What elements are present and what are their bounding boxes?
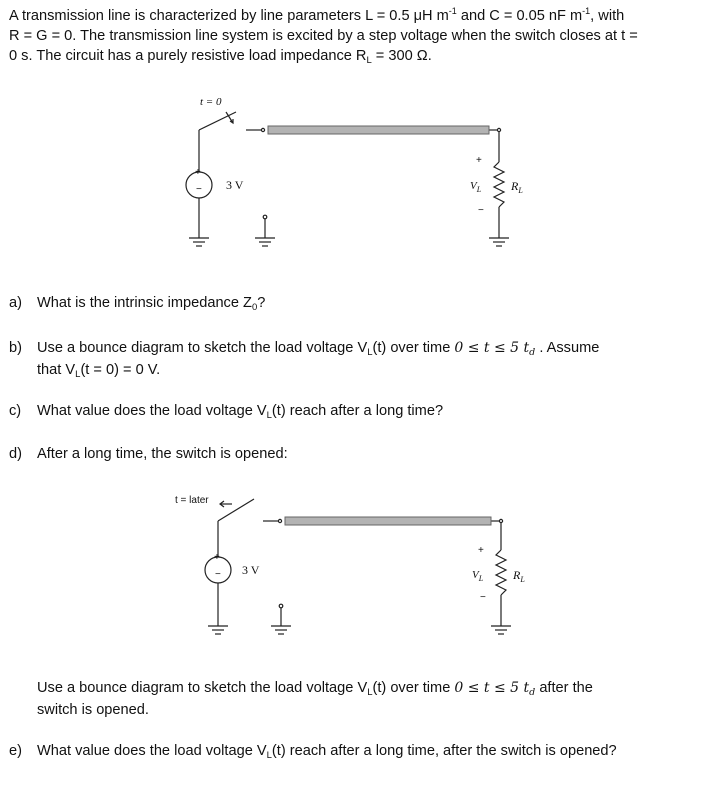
load-minus-1: − (478, 205, 484, 216)
source-label-2: 3 V (242, 563, 260, 577)
question-a: a) What is the intrinsic impedance $Z_0$? (9, 295, 266, 313)
source-plus-2: + (214, 552, 220, 563)
resistor-label-2: $R_L$ (513, 568, 525, 584)
question-b: b) Use a bounce diagram to sketch the load voltage $V_L(t)$ over time 0 ≤ t ≤ 5 $t_d$ . Assume that $V_L(t = 0) = 0$ V. (9, 340, 600, 380)
load-resistor-1 (494, 162, 504, 207)
intro-paragraph (9, 6, 638, 66)
question-c: c) What value does the load voltage $V_L(t)$ reach after a long time? (9, 403, 444, 421)
switch-label-1: t = 0 (200, 96, 222, 108)
source-label-1: 3 V (226, 178, 244, 192)
transmission-line-2 (285, 517, 491, 525)
switch-blade-2 (218, 499, 254, 521)
question-e: e) What value does the load voltage $V_L(t)$ reach after a long time, after the switch is opened? (9, 743, 617, 761)
source-minus-1: − (196, 184, 202, 195)
transmission-line-1 (268, 126, 489, 134)
load-resistor-2 (496, 550, 506, 595)
resistor-label-1: $R_L$ (511, 179, 523, 195)
question-d-followup: Use a bounce diagram to sketch the load voltage $V_L(t)$ over time 0 ≤ t ≤ 5 $t_d$ after the switch is opened. (37, 680, 593, 718)
load-plus-1: + (476, 155, 482, 166)
question-d: d) After a long time, the switch is opened: (9, 446, 288, 462)
switch-blade-1 (199, 112, 236, 130)
switch-label-2: t = later (175, 495, 209, 506)
intro-line-3: 0 s. The circuit has a purely resistive load impedance $R_L = 300$ Ω. (9, 48, 432, 66)
load-voltage-label-1: $V_L$ (470, 180, 482, 194)
source-minus-2: − (215, 569, 221, 580)
intro-line-1: A transmission line is characterized by line parameters L = 0.5 μH $m^{-1}$ and C = 0.05 nF $m^{-1}$, with (9, 6, 625, 24)
load-voltage-label-2: $V_L$ (472, 569, 484, 583)
load-minus-2: − (480, 592, 486, 603)
load-plus-2: + (478, 545, 484, 556)
intro-line-2: R = G = 0. The transmission line system is excited by a step voltage when the switch closes at t = (9, 28, 638, 44)
source-plus-1: + (195, 167, 201, 178)
